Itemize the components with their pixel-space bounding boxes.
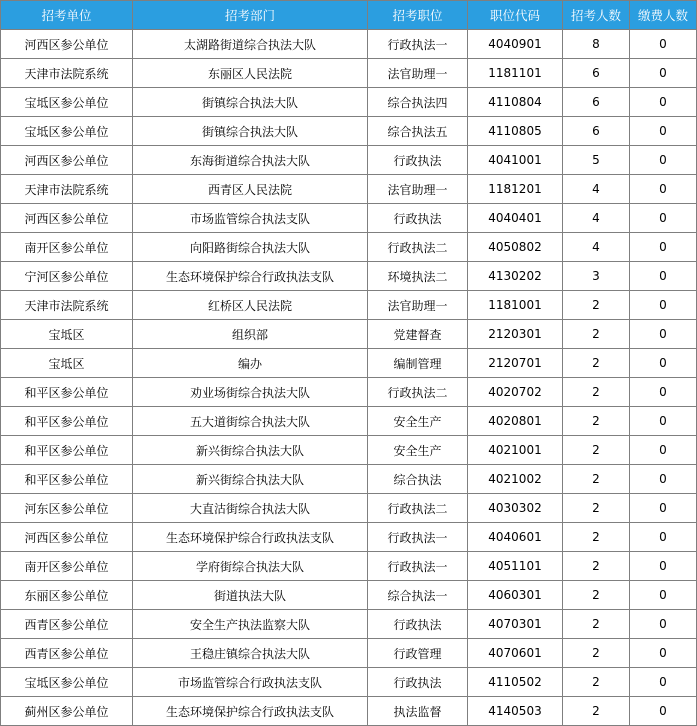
cell-unit: 天津市法院系统	[1, 59, 133, 88]
cell-paid-count: 0	[630, 494, 697, 523]
cell-position: 综合执法一	[368, 581, 468, 610]
table-row	[1, 697, 697, 726]
cell-recruit-count: 2	[563, 581, 630, 610]
cell-position-code: 4040601	[468, 523, 563, 552]
cell-position-code: 4060301	[468, 581, 563, 610]
cell-department: 王稳庄镇综合执法大队	[133, 639, 368, 668]
cell-department: 编办	[133, 349, 368, 378]
cell-recruit-count: 2	[563, 436, 630, 465]
cell-unit: 河东区参公单位	[1, 494, 133, 523]
table-row	[1, 610, 697, 639]
cell-paid-count: 0	[630, 523, 697, 552]
cell-paid-count: 0	[630, 262, 697, 291]
table-row	[1, 494, 697, 523]
cell-recruit-count: 3	[563, 262, 630, 291]
cell-department: 大直沽街综合执法大队	[133, 494, 368, 523]
header-position: 招考职位	[368, 1, 468, 30]
cell-position-code: 4110805	[468, 117, 563, 146]
cell-position-code: 4070301	[468, 610, 563, 639]
table-row	[1, 436, 697, 465]
cell-department: 东海街道综合执法大队	[133, 146, 368, 175]
table-row	[1, 639, 697, 668]
cell-department: 安全生产执法监察大队	[133, 610, 368, 639]
cell-position-code: 4051101	[468, 552, 563, 581]
cell-position: 安全生产	[368, 436, 468, 465]
cell-unit: 东丽区参公单位	[1, 581, 133, 610]
cell-unit: 河西区参公单位	[1, 30, 133, 59]
table-row	[1, 465, 697, 494]
cell-position: 环境执法二	[368, 262, 468, 291]
cell-department: 街道执法大队	[133, 581, 368, 610]
cell-department: 街镇综合执法大队	[133, 117, 368, 146]
cell-unit: 和平区参公单位	[1, 407, 133, 436]
table-row	[1, 59, 697, 88]
cell-department: 新兴街综合执法大队	[133, 465, 368, 494]
cell-position-code: 4110502	[468, 668, 563, 697]
table-row	[1, 523, 697, 552]
cell-unit: 西青区参公单位	[1, 610, 133, 639]
cell-position-code: 4130202	[468, 262, 563, 291]
cell-position-code: 4070601	[468, 639, 563, 668]
header-department: 招考部门	[133, 1, 368, 30]
cell-unit: 河西区参公单位	[1, 523, 133, 552]
cell-position: 行政执法一	[368, 523, 468, 552]
cell-unit: 蓟州区参公单位	[1, 697, 133, 726]
table-row	[1, 581, 697, 610]
cell-department: 学府街综合执法大队	[133, 552, 368, 581]
cell-recruit-count: 4	[563, 175, 630, 204]
cell-position: 行政执法二	[368, 378, 468, 407]
table-row	[1, 175, 697, 204]
cell-department: 生态环境保护综合行政执法支队	[133, 697, 368, 726]
table-row	[1, 30, 697, 59]
cell-position-code: 4030302	[468, 494, 563, 523]
cell-paid-count: 0	[630, 30, 697, 59]
cell-unit: 西青区参公单位	[1, 639, 133, 668]
cell-paid-count: 0	[630, 117, 697, 146]
cell-department: 劝业场街综合执法大队	[133, 378, 368, 407]
cell-position: 执法监督	[368, 697, 468, 726]
cell-position-code: 4040901	[468, 30, 563, 59]
cell-position: 安全生产	[368, 407, 468, 436]
cell-paid-count: 0	[630, 233, 697, 262]
cell-position-code: 4021002	[468, 465, 563, 494]
cell-unit: 南开区参公单位	[1, 233, 133, 262]
cell-position-code: 1181001	[468, 291, 563, 320]
cell-unit: 和平区参公单位	[1, 436, 133, 465]
cell-recruit-count: 4	[563, 233, 630, 262]
cell-recruit-count: 5	[563, 146, 630, 175]
cell-paid-count: 0	[630, 407, 697, 436]
table-row	[1, 668, 697, 697]
cell-position: 综合执法	[368, 465, 468, 494]
cell-paid-count: 0	[630, 175, 697, 204]
table-row	[1, 233, 697, 262]
cell-recruit-count: 2	[563, 291, 630, 320]
cell-position: 法官助理一	[368, 175, 468, 204]
cell-recruit-count: 6	[563, 117, 630, 146]
cell-paid-count: 0	[630, 204, 697, 233]
cell-department: 市场监管综合执法支队	[133, 204, 368, 233]
cell-unit: 宝坻区	[1, 320, 133, 349]
cell-position: 党建督查	[368, 320, 468, 349]
cell-position: 行政执法	[368, 668, 468, 697]
cell-unit: 天津市法院系统	[1, 175, 133, 204]
cell-department: 五大道街综合执法大队	[133, 407, 368, 436]
cell-position-code: 4021001	[468, 436, 563, 465]
cell-paid-count: 0	[630, 581, 697, 610]
cell-recruit-count: 4	[563, 204, 630, 233]
cell-position: 行政执法	[368, 146, 468, 175]
cell-unit: 宝坻区参公单位	[1, 117, 133, 146]
cell-department: 街镇综合执法大队	[133, 88, 368, 117]
cell-unit: 宝坻区参公单位	[1, 668, 133, 697]
table-row	[1, 378, 697, 407]
cell-paid-count: 0	[630, 146, 697, 175]
cell-recruit-count: 2	[563, 407, 630, 436]
cell-position-code: 4020801	[468, 407, 563, 436]
cell-position: 编制管理	[368, 349, 468, 378]
cell-position: 行政管理	[368, 639, 468, 668]
cell-department: 东丽区人民法院	[133, 59, 368, 88]
cell-position-code: 4140503	[468, 697, 563, 726]
table-row	[1, 291, 697, 320]
cell-department: 太湖路街道综合执法大队	[133, 30, 368, 59]
cell-paid-count: 0	[630, 59, 697, 88]
cell-recruit-count: 2	[563, 639, 630, 668]
cell-position: 行政执法二	[368, 233, 468, 262]
cell-department: 组织部	[133, 320, 368, 349]
cell-recruit-count: 2	[563, 494, 630, 523]
table-row	[1, 552, 697, 581]
table-row	[1, 349, 697, 378]
header-row	[1, 1, 697, 30]
cell-paid-count: 0	[630, 436, 697, 465]
cell-unit: 河西区参公单位	[1, 204, 133, 233]
cell-paid-count: 0	[630, 349, 697, 378]
cell-paid-count: 0	[630, 552, 697, 581]
table-row	[1, 88, 697, 117]
cell-position-code: 4040401	[468, 204, 563, 233]
cell-department: 西青区人民法院	[133, 175, 368, 204]
table-row	[1, 117, 697, 146]
cell-recruit-count: 2	[563, 697, 630, 726]
cell-position-code: 4020702	[468, 378, 563, 407]
cell-department: 生态环境保护综合行政执法支队	[133, 523, 368, 552]
table-body	[1, 30, 697, 726]
cell-department: 向阳路街综合执法大队	[133, 233, 368, 262]
cell-recruit-count: 6	[563, 59, 630, 88]
cell-paid-count: 0	[630, 639, 697, 668]
cell-position: 行政执法一	[368, 30, 468, 59]
cell-position-code: 4110804	[468, 88, 563, 117]
cell-recruit-count: 2	[563, 320, 630, 349]
cell-unit: 和平区参公单位	[1, 465, 133, 494]
cell-recruit-count: 6	[563, 88, 630, 117]
table-row	[1, 407, 697, 436]
cell-paid-count: 0	[630, 697, 697, 726]
cell-paid-count: 0	[630, 320, 697, 349]
cell-position: 综合执法四	[368, 88, 468, 117]
cell-position-code: 4041001	[468, 146, 563, 175]
cell-position: 综合执法五	[368, 117, 468, 146]
cell-department: 生态环境保护综合行政执法支队	[133, 262, 368, 291]
cell-position: 行政执法	[368, 610, 468, 639]
cell-recruit-count: 8	[563, 30, 630, 59]
cell-recruit-count: 2	[563, 465, 630, 494]
table-row	[1, 262, 697, 291]
header-paid-count: 缴费人数	[630, 1, 697, 30]
header-position-code: 职位代码	[468, 1, 563, 30]
cell-recruit-count: 2	[563, 668, 630, 697]
cell-paid-count: 0	[630, 378, 697, 407]
cell-paid-count: 0	[630, 291, 697, 320]
cell-position-code: 1181201	[468, 175, 563, 204]
cell-unit: 宝坻区参公单位	[1, 88, 133, 117]
cell-department: 市场监管综合行政执法支队	[133, 668, 368, 697]
cell-position: 法官助理一	[368, 59, 468, 88]
cell-department: 新兴街综合执法大队	[133, 436, 368, 465]
cell-position: 行政执法二	[368, 494, 468, 523]
header-unit: 招考单位	[1, 1, 133, 30]
cell-unit: 宁河区参公单位	[1, 262, 133, 291]
header-recruit-count: 招考人数	[563, 1, 630, 30]
cell-recruit-count: 2	[563, 349, 630, 378]
cell-paid-count: 0	[630, 668, 697, 697]
table-row	[1, 146, 697, 175]
cell-position: 行政执法	[368, 204, 468, 233]
cell-position-code: 4050802	[468, 233, 563, 262]
cell-paid-count: 0	[630, 465, 697, 494]
cell-recruit-count: 2	[563, 552, 630, 581]
cell-recruit-count: 2	[563, 378, 630, 407]
cell-position: 行政执法一	[368, 552, 468, 581]
cell-unit: 天津市法院系统	[1, 291, 133, 320]
table-row	[1, 204, 697, 233]
table-row	[1, 320, 697, 349]
cell-position: 法官助理一	[368, 291, 468, 320]
cell-unit: 河西区参公单位	[1, 146, 133, 175]
cell-paid-count: 0	[630, 88, 697, 117]
cell-unit: 宝坻区	[1, 349, 133, 378]
cell-recruit-count: 2	[563, 610, 630, 639]
cell-position-code: 1181101	[468, 59, 563, 88]
cell-position-code: 2120701	[468, 349, 563, 378]
cell-unit: 和平区参公单位	[1, 378, 133, 407]
cell-unit: 南开区参公单位	[1, 552, 133, 581]
cell-department: 红桥区人民法院	[133, 291, 368, 320]
cell-position-code: 2120301	[468, 320, 563, 349]
cell-paid-count: 0	[630, 610, 697, 639]
cell-recruit-count: 2	[563, 523, 630, 552]
